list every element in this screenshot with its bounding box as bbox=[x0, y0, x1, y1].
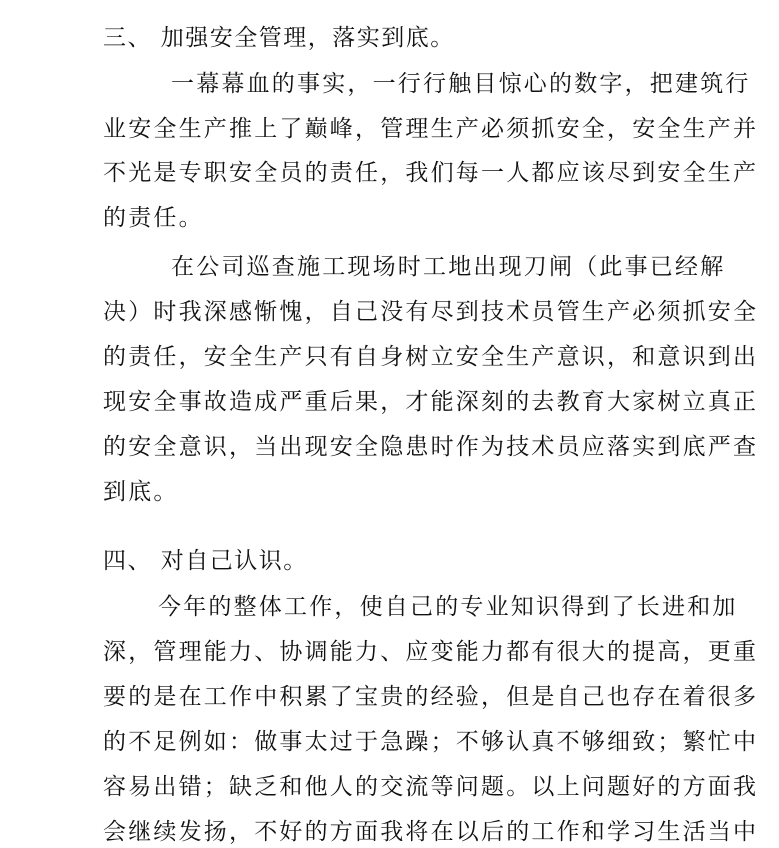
section-3-paragraph-2-line-2: 决）时我深感惭愧，自己没有尽到技术员管生产必须抓安全 bbox=[103, 299, 759, 325]
section-4-paragraph-1-line-4: 的不足例如：做事太过于急躁；不够认真不够细致；繁忙中 bbox=[103, 729, 759, 755]
section-3-heading: 三、 加强安全管理，落实到底。 bbox=[103, 25, 455, 51]
section-4-paragraph-1-line-5: 容易出错；缺乏和他人的交流等问题。以上问题好的方面我 bbox=[103, 774, 759, 800]
section-3-paragraph-2-line-6: 到底。 bbox=[103, 479, 179, 505]
section-3-paragraph-2-line-5: 的安全意识，当出现安全隐患时作为技术员应落实到底严查 bbox=[103, 434, 759, 460]
section-3-paragraph-1-line-3: 不光是专职安全员的责任，我们每一人都应该尽到安全生产 bbox=[103, 160, 759, 186]
section-3-paragraph-1-line-4: 的责任。 bbox=[103, 205, 204, 231]
section-3-paragraph-1-line-1: 一幕幕血的事实，一行行触目惊心的数字，把建筑行 bbox=[171, 71, 751, 97]
section-4-paragraph-1-line-6: 会继续发扬，不好的方面我将在以后的工作和学习生活当中 bbox=[103, 819, 759, 845]
section-4-paragraph-1-line-3: 要的是在工作中积累了宝贵的经验，但是自己也存在着很多 bbox=[103, 684, 759, 710]
section-3-paragraph-2-line-4: 现安全事故造成严重后果，才能深刻的去教育大家树立真正 bbox=[103, 389, 759, 415]
section-4-paragraph-1-line-2: 深，管理能力、协调能力、应变能力都有很大的提高，更重 bbox=[103, 639, 759, 665]
section-4-paragraph-1-line-1: 今年的整体工作，使自己的专业知识得到了长进和加 bbox=[158, 594, 738, 620]
section-3-paragraph-2-line-3: 的责任，安全生产只有自身树立安全生产意识，和意识到出 bbox=[103, 344, 759, 370]
section-4-heading: 四、 对自己认识。 bbox=[103, 548, 308, 574]
section-3-paragraph-1-line-2: 业安全生产推上了巅峰，管理生产必须抓安全，安全生产并 bbox=[103, 116, 759, 142]
section-3-paragraph-2-line-1: 在公司巡查施工现场时工地出现刀闸（此事已经解 bbox=[171, 254, 726, 280]
